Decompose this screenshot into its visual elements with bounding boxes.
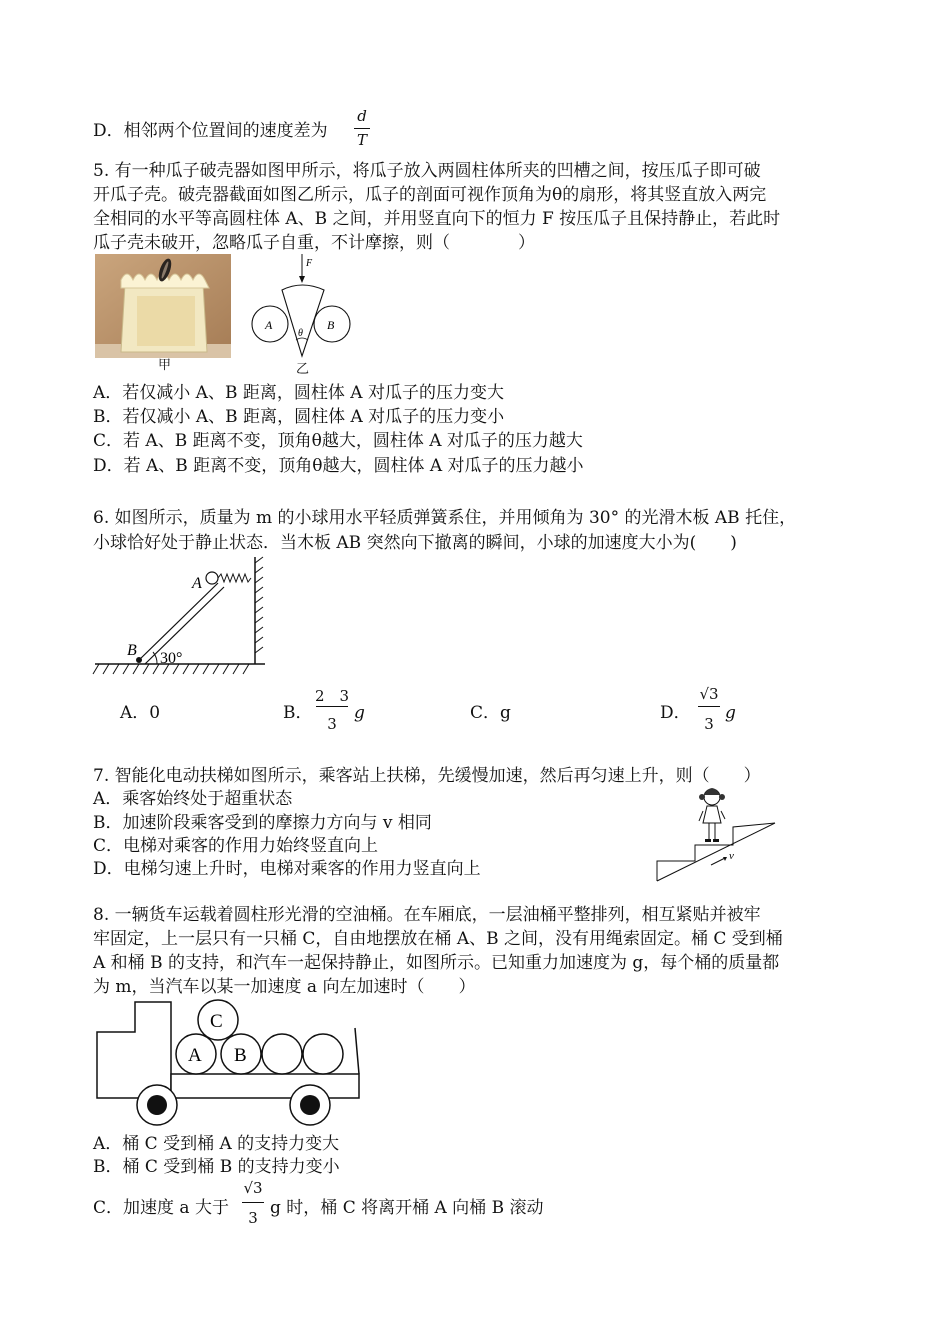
- q8-option-c-suffix: g 时，桶 C 将离开桶 A 向桶 B 滚动: [270, 1198, 544, 1218]
- q6-option-d-bar: [698, 706, 720, 707]
- q6-fig-label-a: A: [192, 575, 202, 592]
- q5-fig-jia-caption: 甲: [158, 358, 172, 373]
- q8-stem-line-4: 为 m，当汽车以某一加速度 a 向左加速时（ ）: [93, 977, 476, 997]
- q8-stem-line-2: 牢固定，上一层只有一只桶 C，自由地摆放在桶 A、B 之间，没有用绳索固定。桶 C 受到桶: [93, 929, 783, 949]
- q4-frac-bar: [354, 128, 370, 129]
- q7-option-d: D．电梯匀速上升时，电梯对乘客的作用力竖直向上: [93, 859, 481, 879]
- q8-option-c-bar: [242, 1202, 264, 1203]
- q6-option-d-g: g: [725, 703, 736, 723]
- q6-option-b-num: 2 3: [314, 687, 350, 705]
- q8-option-c-prefix: C．加速度 a 大于: [93, 1198, 229, 1218]
- q7-option-b: B．加速阶段乘客受到的摩擦力方向与 v 相同: [93, 813, 432, 833]
- q8-fig-label-c: C: [210, 1011, 223, 1032]
- q8-fig-label-a: A: [188, 1045, 202, 1066]
- q8-stem-line-3: A 和桶 B 的支持，和汽车一起保持静止，如图所示。已知重力加速度为 g，每个桶的质量都: [93, 953, 780, 973]
- q6-option-b-prefix: B．: [283, 703, 313, 723]
- q5-option-c: C．若 A、B 距离不变，顶角θ越大，圆柱体 A 对瓜子的压力越大: [93, 431, 583, 451]
- q5-fig-yi-force-label: F: [306, 258, 313, 269]
- q6-fig-angle-label: 30°: [160, 650, 183, 667]
- q8-option-c-den: 3: [248, 1209, 258, 1227]
- q4-option-d: D．相邻两个位置间的速度差为: [93, 121, 328, 141]
- q7-stem: 7. 智能化电动扶梯如图所示，乘客站上扶梯，先缓慢加速，然后再匀速上升，则（ ）: [93, 766, 761, 786]
- q5-stem-line-3: 全相同的水平等高圆柱体 A、B 之间，并用竖直向下的恒力 F 按压瓜子且保持静止，若此时: [93, 209, 781, 229]
- q8-option-c-num: √3: [243, 1179, 263, 1197]
- q7-figure-escalator: [655, 783, 780, 883]
- q5-stem-line-4: 瓜子壳未破开，忽略瓜子自重，不计摩擦，则（ ）: [93, 233, 535, 253]
- q6-option-d-den: 3: [704, 715, 714, 733]
- q5-option-d: D．若 A、B 距离不变，顶角θ越大，圆柱体 A 对瓜子的压力越小: [93, 456, 584, 476]
- q6-fig-label-b: B: [127, 642, 137, 659]
- q6-option-d-prefix: D．: [660, 703, 691, 723]
- q5-stem-line-2: 开瓜子壳。破壳器截面如图乙所示，瓜子的剖面可视作顶角为θ的扇形，将其竖直放入两完: [93, 185, 767, 205]
- q6-option-d-num: √3: [699, 685, 719, 703]
- q5-fig-yi-right-label: B: [327, 318, 335, 332]
- q6-option-a: A．0: [120, 703, 161, 723]
- q6-stem-line-1: 6. 如图所示，质量为 m 的小球用水平轻质弹簧系住，并用倾角为 30° 的光滑木板 AB 托住，: [93, 508, 797, 528]
- q7-option-a: A．乘客始终处于超重状态: [93, 789, 293, 809]
- q6-option-b-g: g: [354, 703, 365, 723]
- q5-fig-yi-caption: 乙: [296, 362, 310, 377]
- q5-fig-yi-angle-label: θ: [298, 328, 303, 339]
- q6-figure-incline: [95, 557, 270, 682]
- q6-option-b-bar: [316, 706, 348, 707]
- q5-figure-yi: [248, 254, 358, 364]
- q8-option-a: A．桶 C 受到桶 A 的支持力变大: [93, 1134, 340, 1154]
- q5-fig-yi-left-label: A: [265, 318, 273, 332]
- q5-option-b: B．若仅减小 A、B 距离，圆柱体 A 对瓜子的压力变小: [93, 407, 505, 427]
- q5-figure-jia-photo: [95, 254, 231, 358]
- q8-figure-truck: [95, 1000, 365, 1128]
- q5-option-a: A．若仅减小 A、B 距离，圆柱体 A 对瓜子的压力变大: [93, 383, 504, 403]
- q4-frac-num: d: [357, 107, 367, 125]
- q5-stem-line-1: 5. 有一种瓜子破壳器如图甲所示，将瓜子放入两圆柱体所夹的凹槽之间，按压瓜子即可破: [93, 161, 761, 181]
- q6-option-c: C．g: [470, 703, 511, 723]
- q7-fig-velocity-label: v: [729, 850, 734, 862]
- q8-option-b: B．桶 C 受到桶 B 的支持力变小: [93, 1157, 340, 1177]
- q8-stem-line-1: 8. 一辆货车运载着圆柱形光滑的空油桶。在车厢底，一层油桶平整排列，相互紧贴并被牢: [93, 905, 761, 925]
- q6-option-b-den: 3: [327, 715, 337, 733]
- q4-frac-den: T: [356, 131, 367, 149]
- q6-stem-line-2: 小球恰好处于静止状态．当木板 AB 突然向下撤离的瞬间，小球的加速度大小为( ): [93, 533, 737, 553]
- q8-fig-label-b: B: [234, 1045, 247, 1066]
- q7-option-c: C．电梯对乘客的作用力始终竖直向上: [93, 836, 379, 856]
